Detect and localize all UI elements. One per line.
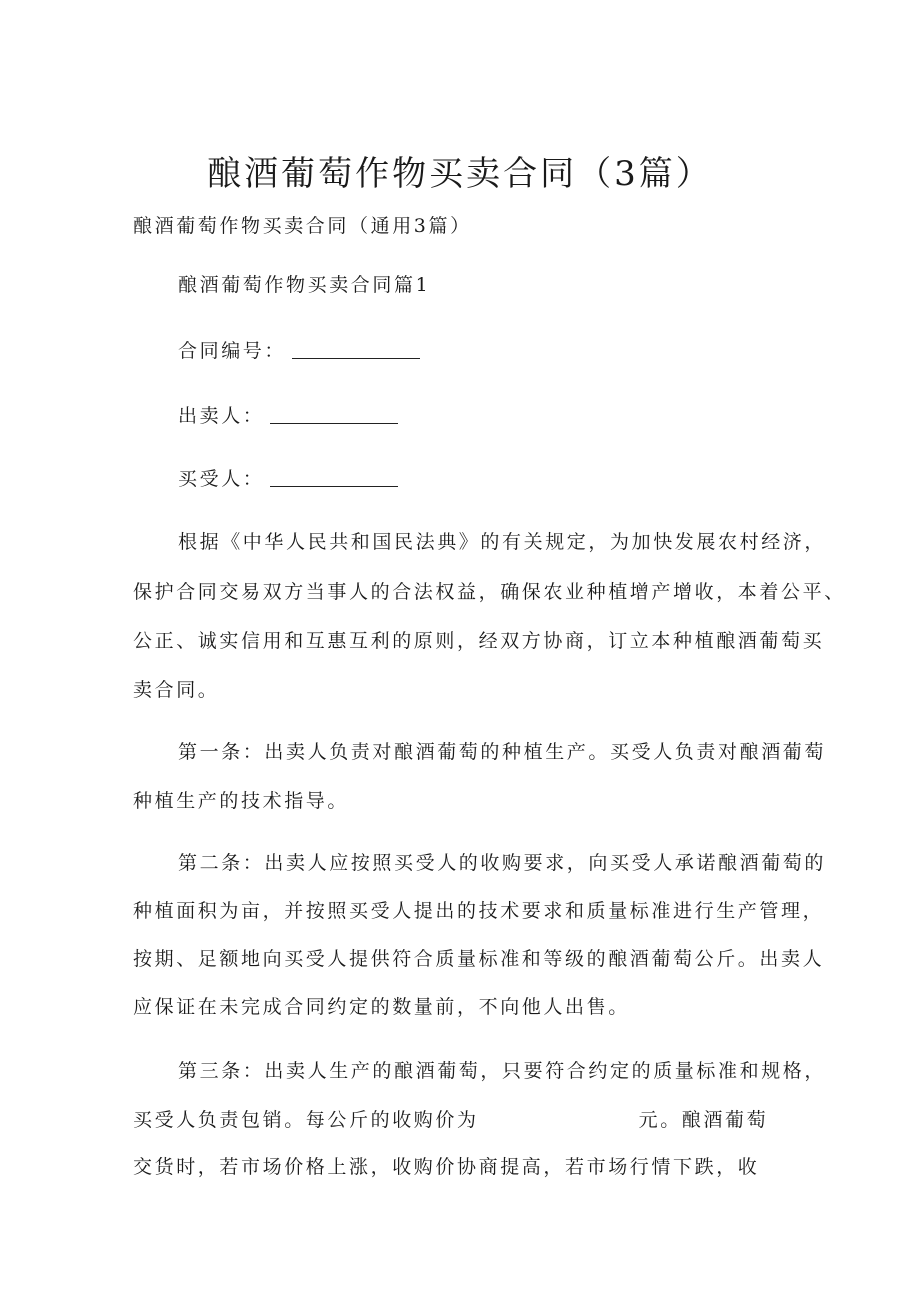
preamble-line: 根据《中华人民共和国民法典》的有关规定，为加快发展农村经济，	[178, 531, 827, 553]
contract-number-label: 合同编号：	[178, 340, 287, 362]
article3-price-line	[133, 1106, 768, 1134]
article3-line: 第三条：出卖人生产的酿酒葡萄，只要符合约定的质量标准和规格，	[178, 1060, 827, 1082]
article1-line: 种植生产的技术指导。	[133, 790, 350, 812]
article2-line: 按期、足额地向买受人提供符合质量标准和等级的酿酒葡萄公斤。出卖人	[133, 948, 825, 970]
article3-price-unit: 元。酿酒葡萄	[638, 1109, 769, 1131]
section-heading: 酿酒葡萄作物买卖合同篇1	[178, 274, 431, 296]
article2-line: 应保证在未完成合同约定的数量前，不向他人出售。	[133, 996, 630, 1018]
seller-field	[178, 402, 398, 430]
seller-blank	[270, 405, 398, 424]
contract-number-blank	[292, 340, 420, 359]
article3-line: 交货时，若市场价格上涨，收购价协商提高，若市场行情下跌，收	[133, 1156, 760, 1178]
article1-line: 第一条：出卖人负责对酿酒葡萄的种植生产。买受人负责对酿酒葡萄	[178, 741, 827, 763]
buyer-field	[178, 465, 398, 493]
buyer-blank	[270, 468, 398, 487]
preamble-line: 保护合同交易双方当事人的合法权益，确保农业种植增产增收，本着公平、	[133, 581, 846, 603]
article3-price-text: 买受人负责包销。每公斤的收购价为	[133, 1109, 479, 1131]
contract-number-field	[178, 337, 420, 365]
buyer-label: 买受人：	[178, 468, 265, 490]
article2-line: 种植面积为亩，并按照买受人提出的技术要求和质量标准进行生产管理，	[133, 900, 825, 922]
seller-label: 出卖人：	[178, 405, 265, 427]
article2-line: 第二条：出卖人应按照买受人的收购要求，向买受人承诺酿酒葡萄的	[178, 852, 827, 874]
preamble-line: 卖合同。	[133, 679, 220, 701]
document-title: 酿酒葡萄作物买卖合同（3篇）	[207, 154, 713, 194]
document-subtitle: 酿酒葡萄作物买卖合同（通用3篇）	[133, 215, 472, 237]
preamble-line: 公正、诚实信用和互惠互利的原则，经双方协商，订立本种植酿酒葡萄买	[133, 630, 825, 652]
